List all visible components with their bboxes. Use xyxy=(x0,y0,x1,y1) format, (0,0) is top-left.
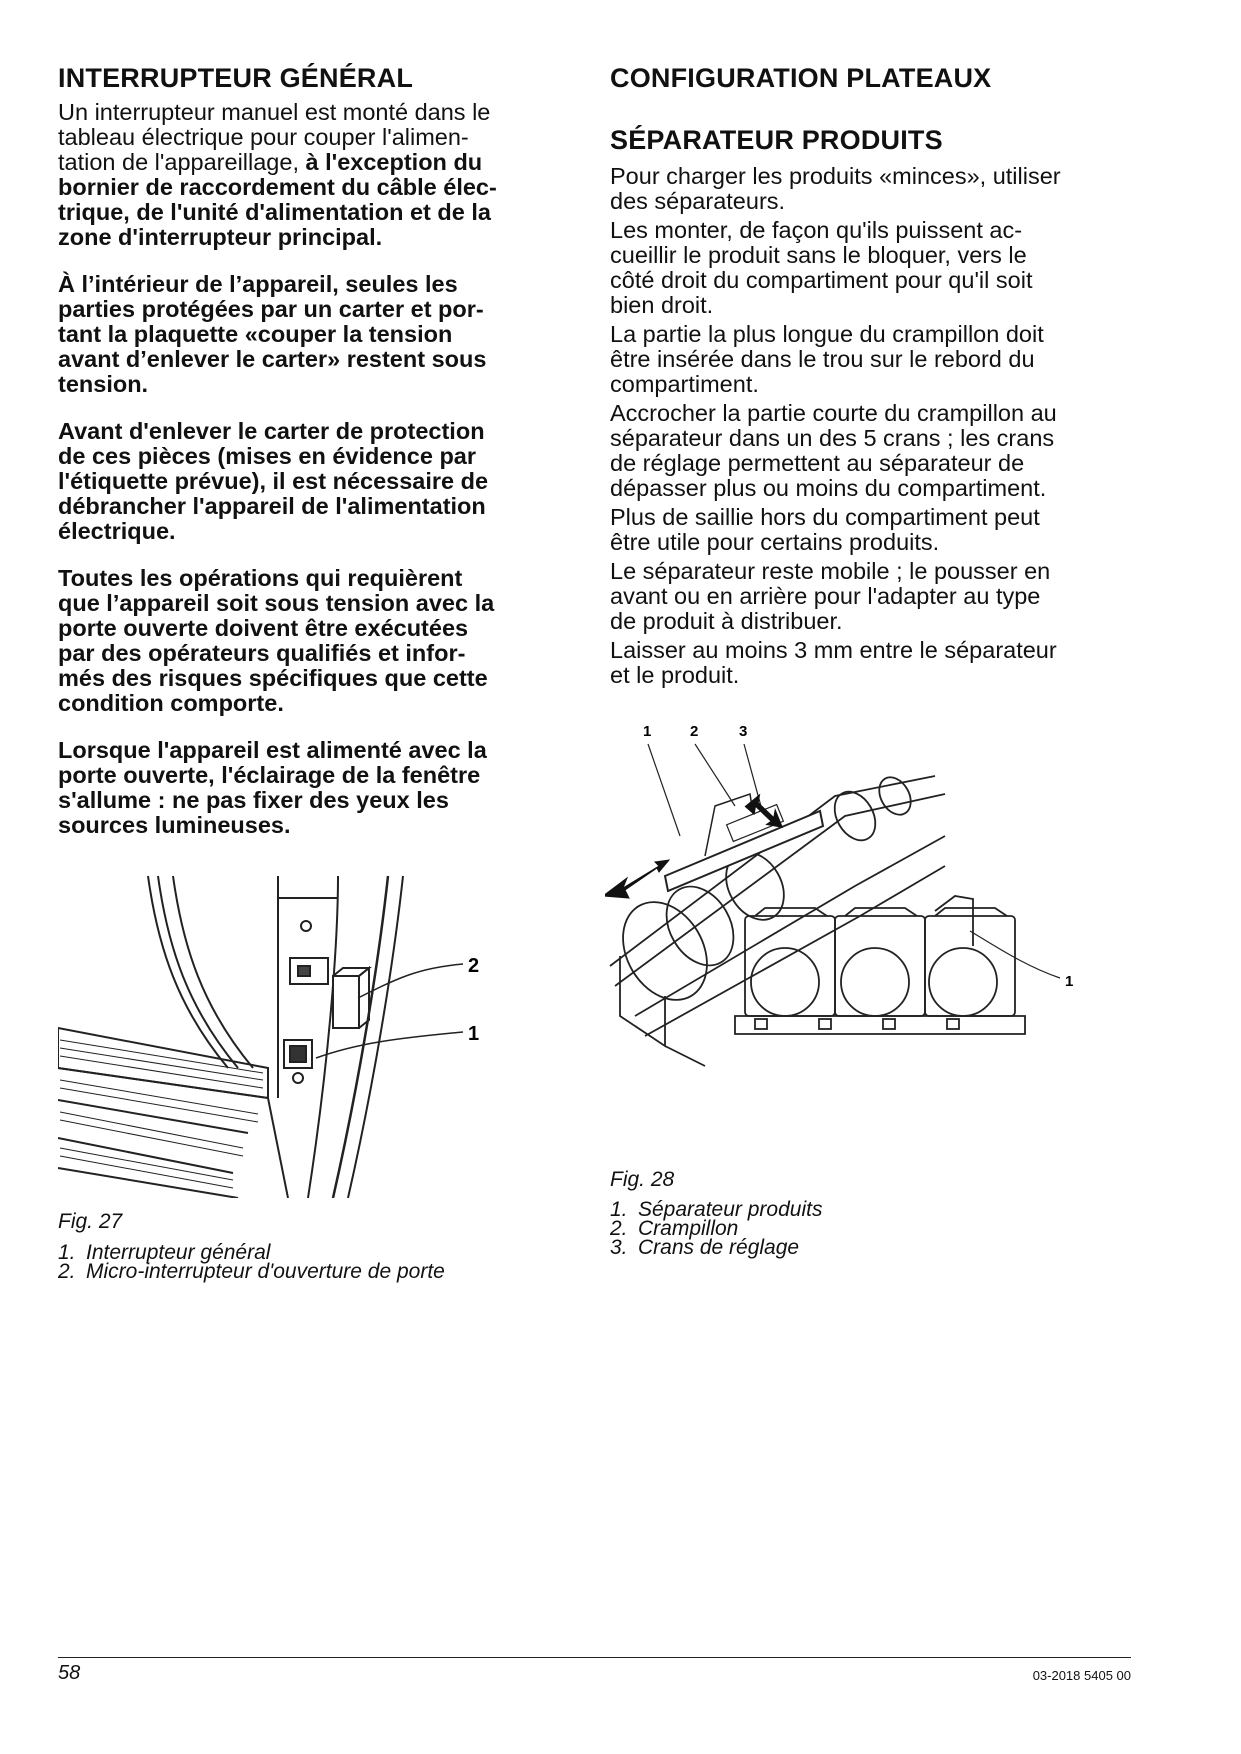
section-heading-main-switch: INTERRUPTEUR GÉNÉRAL xyxy=(58,63,414,93)
legend-text: Interrupteur général xyxy=(86,1241,271,1264)
text-line: Laisser au moins 3 mm entre le séparateur xyxy=(610,636,1057,663)
text-line: La partie la plus longue du crampillon doit xyxy=(610,320,1044,347)
text-line: tension. xyxy=(58,370,149,397)
legend-number: 2. xyxy=(58,1260,76,1283)
text-line: Lorsque l'appareil est alimenté avec la xyxy=(58,736,487,763)
legend-item xyxy=(610,1238,822,1257)
right-column xyxy=(610,62,1150,688)
text-line: condition comporte. xyxy=(58,689,284,716)
text-line: dépasser plus ou moins du compartiment. xyxy=(610,474,1047,501)
text-line: Avant d'enlever le carter de protection xyxy=(58,417,485,444)
text-line: Plus de saillie hors du compartiment peut xyxy=(610,503,1040,530)
text-line: électrique. xyxy=(58,517,176,544)
text-run: tation de l'appareillage, xyxy=(58,148,306,175)
legend-text: Crampillon xyxy=(638,1217,739,1240)
legend-item xyxy=(58,1262,445,1281)
section-heading-configuration: CONFIGURATION PLATEAUX xyxy=(610,63,992,93)
text-line: être insérée dans le trou sur le rebord du xyxy=(610,345,1035,372)
paragraph-main-switch xyxy=(58,100,578,250)
text-line: À l’intérieur de l’appareil, seules les xyxy=(58,270,458,297)
text-line: porte ouverte doivent être exécutées xyxy=(58,614,469,641)
text-line: trique, de l'unité d'alimentation et de la xyxy=(58,198,491,225)
text-line: Les monter, de façon qu'ils puissent ac- xyxy=(610,216,1023,243)
text-line: sources lumineuses. xyxy=(58,811,291,838)
paragraph-disconnect xyxy=(58,419,578,544)
text-line: Accrocher la partie courte du crampillon au xyxy=(610,399,1057,426)
paragraph xyxy=(610,401,1150,501)
text-line: parties protégées par un carter et por- xyxy=(58,295,484,322)
text-line: avant d’enlever le carter» restent sous xyxy=(58,345,487,372)
paragraph-protected-parts xyxy=(58,272,578,397)
page-number: 58 xyxy=(58,1662,81,1684)
callout-2: 2 xyxy=(468,955,480,977)
figure-caption: Fig. 27 xyxy=(58,1210,123,1233)
text-line: tant la plaquette «couper la tension xyxy=(58,320,453,347)
text-line: bien droit. xyxy=(610,291,714,318)
paragraph-qualified-operators xyxy=(58,566,578,716)
text-line: de ces pièces (mises en évidence par xyxy=(58,442,477,469)
text-line: avant ou en arrière pour l'adapter au type xyxy=(610,582,1041,609)
paragraph-lighting-warning xyxy=(58,738,578,838)
legend-number: 3. xyxy=(610,1236,628,1259)
text-line: cueillir le produit sans le bloquer, vers le xyxy=(610,241,1027,268)
text-line: bornier de raccordement du câble élec- xyxy=(58,173,497,200)
text-line: més des risques spécifiques que cette xyxy=(58,664,488,691)
text-line: des séparateurs. xyxy=(610,187,786,214)
callout-1-side-view: 1 xyxy=(1065,973,1074,990)
text-line: porte ouverte, l'éclairage de la fenêtre xyxy=(58,761,481,788)
text-line: Toutes les opérations qui requièrent xyxy=(58,564,463,591)
text-line: l'étiquette prévue), il est nécessaire de xyxy=(58,467,489,494)
callout-3: 3 xyxy=(739,723,748,740)
text-run-bold: à l'exception du xyxy=(305,148,483,175)
left-column xyxy=(58,62,578,838)
section-subheading-separator: SÉPARATEUR PRODUITS xyxy=(610,124,943,155)
text-line: côté droit du compartiment pour qu'il soit xyxy=(610,266,1033,293)
text-line: zone d'interrupteur principal. xyxy=(58,223,383,250)
text-line: séparateur dans un des 5 crans ; les crans xyxy=(610,424,1055,451)
paragraph xyxy=(610,164,1150,214)
legend-number: 1. xyxy=(610,1198,628,1221)
legend-text: Crans de réglage xyxy=(638,1236,800,1259)
text-line: que l’appareil soit sous tension avec la xyxy=(58,589,495,616)
callout-1: 1 xyxy=(468,1023,480,1045)
callout-2: 2 xyxy=(690,723,699,740)
text-line: s'allume : ne pas fixer des yeux les xyxy=(58,786,449,813)
text-line: tableau électrique pour couper l'alimen- xyxy=(58,123,469,150)
document-code: 03-2018 5405 00 xyxy=(1032,1668,1131,1683)
text-line: de réglage permettent au séparateur de xyxy=(610,449,1025,476)
text-line: Un interrupteur manuel est monté dans le xyxy=(58,98,491,125)
figure-27-caption-block xyxy=(58,1212,445,1281)
text-line: compartiment. xyxy=(610,370,759,397)
paragraph xyxy=(610,638,1150,688)
figure-28-illustration xyxy=(605,716,1135,1171)
text-line: de produit à distribuer. xyxy=(610,607,843,634)
paragraph xyxy=(610,322,1150,397)
figure-28-caption-block xyxy=(610,1170,822,1257)
figure-27-illustration xyxy=(58,868,508,1198)
paragraph xyxy=(610,218,1150,318)
legend-text: Séparateur produits xyxy=(638,1198,823,1221)
legend-number: 2. xyxy=(610,1217,628,1240)
paragraph xyxy=(610,559,1150,634)
footer-divider xyxy=(58,1657,1131,1658)
text-line: être utile pour certains produits. xyxy=(610,528,940,555)
figure-caption: Fig. 28 xyxy=(610,1168,675,1191)
text-line: Pour charger les produits «minces», utiliser xyxy=(610,162,1061,189)
text-line: et le produit. xyxy=(610,661,740,688)
text-line: débrancher l'appareil de l'alimentation xyxy=(58,492,486,519)
paragraph xyxy=(610,505,1150,555)
callout-1: 1 xyxy=(643,723,652,740)
legend-number: 1. xyxy=(58,1241,76,1264)
text-line: par des opérateurs qualifiés et infor- xyxy=(58,639,466,666)
text-line: Le séparateur reste mobile ; le pousser en xyxy=(610,557,1051,584)
legend-text: Micro-interrupteur d'ouverture de porte xyxy=(86,1260,445,1283)
text-line xyxy=(58,150,578,175)
